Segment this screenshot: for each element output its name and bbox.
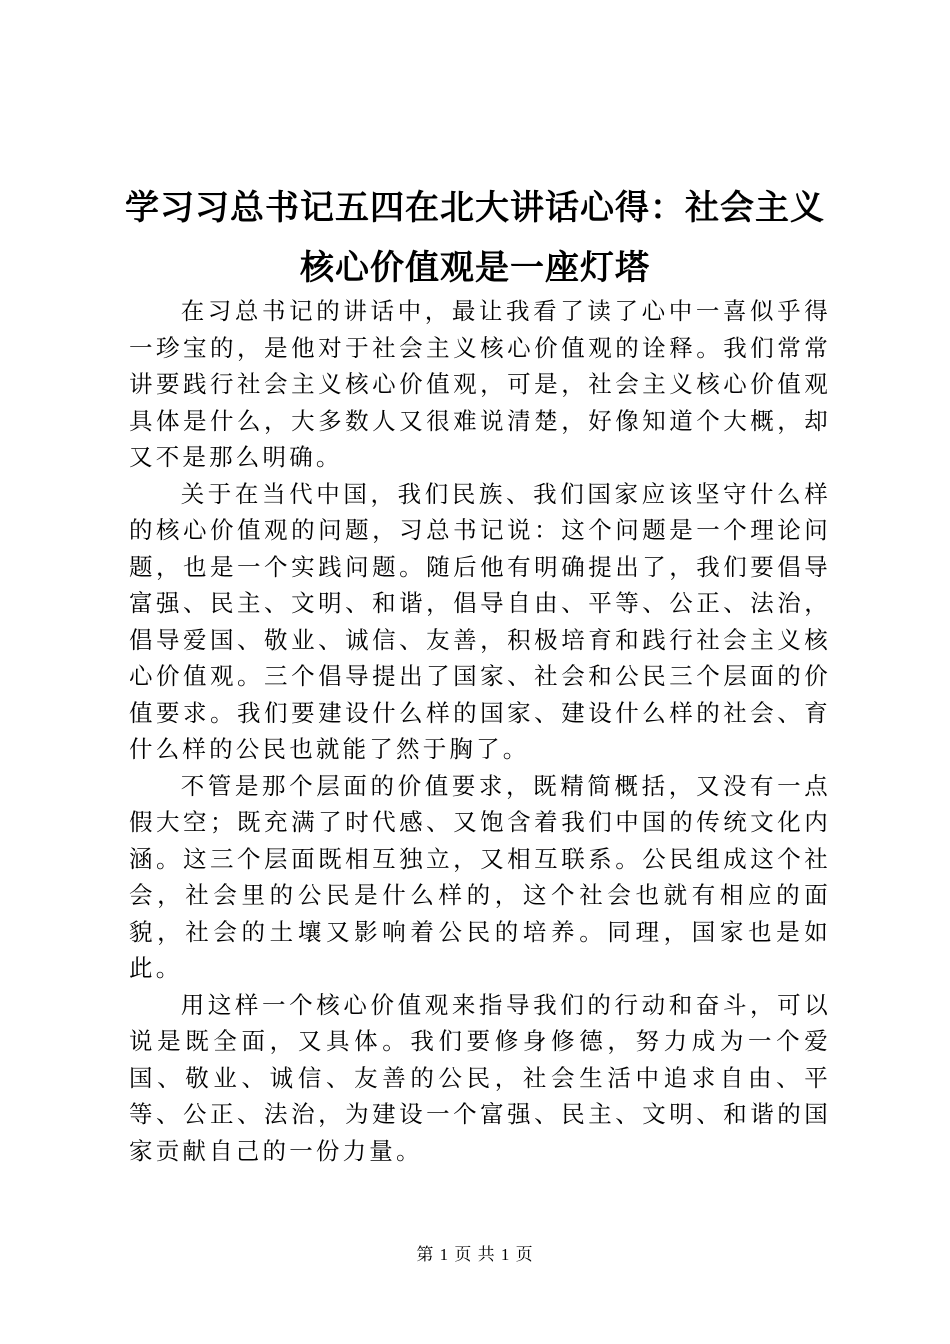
page-number-footer: 第 1 页 共 1 页: [416, 1245, 534, 1264]
paragraph-4: 用这样一个核心价值观来指导我们的行动和奋斗，可以说是既全面，又具体。我们要修身修德，努力成为一个爱国、敬业、诚信、友善的公民，社会生活中追求自由、平等、公正、法治，为建设一个富强、民主、文明、和谐的国家贡献自己的一份力量。: [129, 990, 831, 1165]
paragraph-2: 关于在当代中国，我们民族、我们国家应该坚守什么样的核心价值观的问题，习总书记说：这个问题是一个理论问题，也是一个实践问题。随后他有明确提出了，我们要倡导富强、民主、文明、和谐，倡导自由、平等、公正、法治，倡导爱国、敬业、诚信、友善，积极培育和践行社会主义核心价值观。三个倡导提出了国家、社会和公民三个层面的价值要求。我们要建设什么样的国家、建设什么样的社会、育什么样的公民也就能了然于胸了。: [129, 479, 831, 763]
document-body: [129, 293, 831, 1169]
title-line-1: 学习习总书记五四在北大讲话心得：社会主义: [125, 188, 825, 228]
paragraph-1: 在习总书记的讲话中，最让我看了读了心中一喜似乎得一珍宝的，是他对于社会主义核心价值观的诠释。我们常常讲要践行社会主义核心价值观，可是，社会主义核心价值观具体是什么，大多数人又很难说清楚，好像知道个大概，却又不是那么明确。: [129, 297, 831, 471]
document-title: [110, 178, 840, 298]
title-line-2: 核心价值观是一座灯塔: [300, 248, 650, 288]
paragraph-3: 不管是那个层面的价值要求，既精简概括，又没有一点假大空；既充满了时代感、又饱含着我们中国的传统文化内涵。这三个层面既相互独立，又相互联系。公民组成这个社会，社会里的公民是什么样的，这个社会也就有相应的面貌，社会的土壤又影响着公民的培养。同理，国家也是如此。: [129, 771, 831, 982]
